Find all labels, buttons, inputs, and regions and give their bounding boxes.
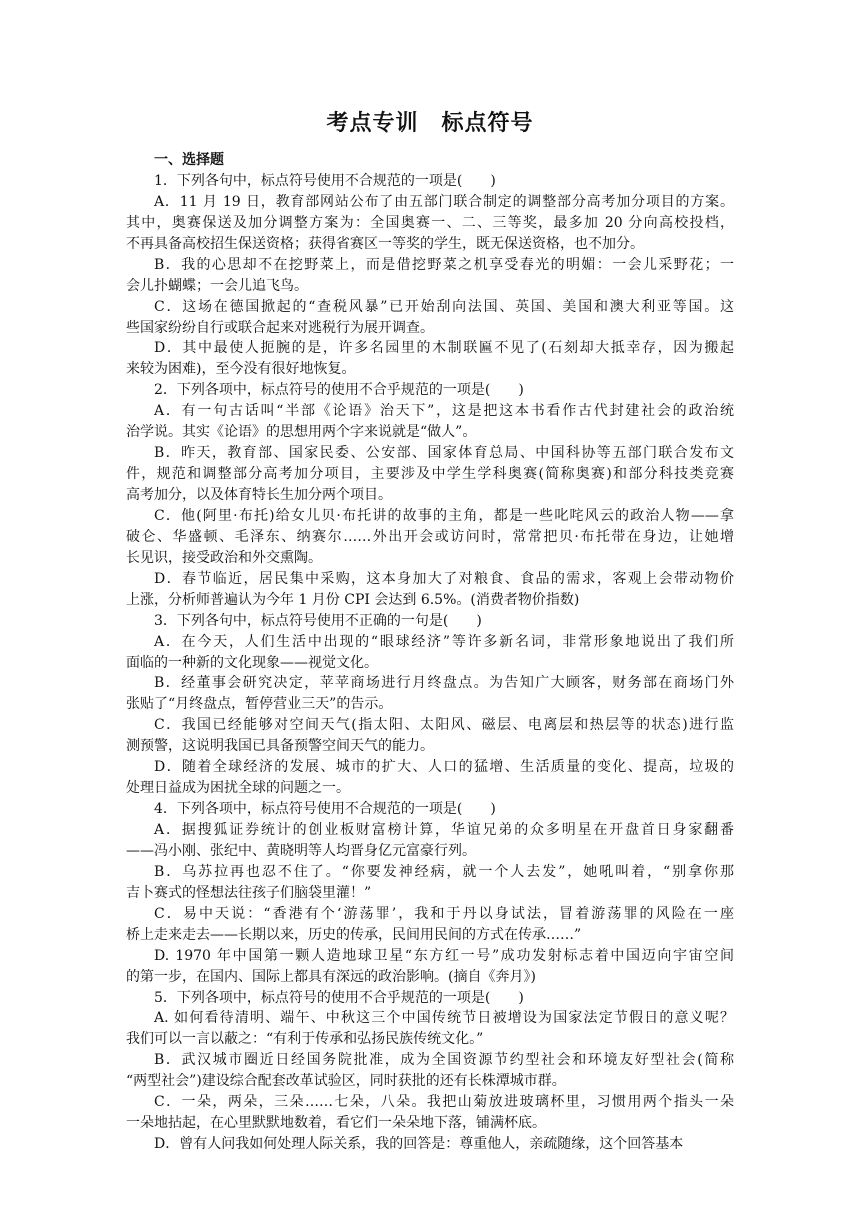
option-text-line: D．其中最使人扼腕的是，许多名园里的木制联匾不见了(石刻却大抵幸存，因为搬起 [154, 340, 734, 357]
option-text-line: A. 如何看待清明、端午、中秋这三个中国传统节日被增设为国家法定节假日的意义呢？ [154, 1010, 734, 1027]
option-text-line: 治学说。其实《论语》的思想用两个字来说就是“做人”。 [126, 424, 477, 441]
answer-option [126, 1134, 734, 1155]
option-text-line: 张贴了“月终盘点，暂停营业三天”的告示。 [126, 696, 393, 713]
answer-option [126, 673, 734, 715]
option-text-line: B．武汉城市圈近日经国务院批准，成为全国资源节约型社会和环境友好型社会(简称 [154, 1052, 734, 1069]
answer-option [126, 1092, 734, 1134]
option-text-line: 长见识，接受政治和外交熏陶。 [126, 549, 322, 566]
answer-option [126, 192, 734, 255]
option-text-line: D. 1970 年中国第一颗人造地球卫星“东方红一号”成功发射标志着中国迈向宇宙空间 [154, 947, 734, 964]
option-text-line: 测预警，这说明我国已具备预警空间天气的能力。 [126, 738, 434, 755]
answer-option [126, 338, 734, 380]
answer-option [126, 506, 734, 569]
option-text-line: 我们可以一言以蔽之：“有利于传承和弘扬民族传统文化。” [126, 1031, 484, 1048]
option-text-line: “两型社会”)建设综合配套改革试验区，同时获批的还有长株潭城市群。 [126, 1073, 566, 1090]
option-text-line: 会儿扑蝴蝶；一会儿追飞鸟。 [126, 277, 308, 294]
option-text-line: 上涨，分析师普遍认为今年 1 月份 CPI 会达到 6.5%。(消费者物价指数) [126, 591, 580, 608]
answer-option [126, 904, 734, 946]
answer-option [126, 820, 734, 862]
option-text-line: D．曾有人问我如何处理人际关系，我的回答是：尊重他人，亲疏随缘，这个回答基本 [154, 1136, 684, 1153]
answer-option [126, 1008, 734, 1050]
option-text-line: 来较为困难)，至今没有很好地恢复。 [126, 361, 356, 378]
option-text-line: C．我国已经能够对空间天气(指太阳、太阳风、磁层、电离层和热层等的状态)进行监 [154, 717, 734, 734]
answer-option [126, 715, 734, 757]
option-text-line: 面临的一种新的文化现象——视觉文化。 [126, 654, 378, 671]
question-stem: 2．下列各项中，标点符号的使用不合乎规范的一项是( ) [154, 382, 524, 399]
question-stem: 5．下列各项中，标点符号的使用不合乎规范的一项是( ) [154, 989, 524, 1006]
option-text-line: 不再具备高校招生保送资格；获得省赛区一等奖的学生，既无保送资格，也不加分。 [126, 235, 644, 252]
answer-option [126, 862, 734, 904]
question-stem: 3．下列各句中，标点符号使用不正确的一句是( ) [154, 612, 482, 629]
answer-option [126, 297, 734, 339]
answer-option [126, 401, 734, 443]
section-heading: 一、选择题 [154, 152, 224, 168]
option-text-line: B．乌苏拉再也忍不住了。“你要发神经病，就一个人去发”，她吼叫着，“别拿你那 [154, 863, 734, 880]
option-text-line: B．我的心思却不在挖野菜上，而是借挖野菜之机享受春光的明媚：一会儿采野花；一 [154, 256, 734, 273]
answer-option [126, 443, 734, 506]
option-text-line: 件，规范和调整部分高考加分项目，主要涉及中学生学科奥赛(简称奥赛)和部分科技类竞赛 [126, 466, 734, 483]
option-text-line: ——冯小刚、张纪中、黄晓明等人均晋身亿元富豪行列。 [126, 842, 476, 859]
answer-option [126, 757, 734, 799]
option-text-line: C．易中天说：“香港有个‘游荡罪’，我和于丹以身试法，冒着游荡罪的风险在一座 [154, 905, 734, 922]
option-text-line: 的第一步，在国内、国际上都具有深远的政治影响。(摘自《奔月》) [126, 968, 536, 985]
answer-option [126, 255, 734, 297]
option-text-line: A．有一句古话叫“半部《论语》治天下”，这是把这本书看作古代封建社会的政治统 [154, 403, 734, 420]
option-text-line: 高考加分，以及体育特长生加分两个项目。 [126, 487, 392, 503]
question-stem: 1．下列各句中，标点符号使用不合规范的一项是( ) [154, 172, 496, 189]
page-title: 考点专训 标点符号 [326, 111, 534, 136]
option-text-line: 处理日益成为困扰全球的问题之一。 [126, 780, 350, 797]
answer-option [126, 632, 734, 674]
option-text-line: A．在今天，人们生活中出现的“眼球经济”等许多新名词，非常形象地说出了我们所 [154, 633, 734, 650]
option-text-line: 桥上走来走去——长期以来，历史的传承，民间用民间的方式在传承……” [126, 926, 582, 943]
answer-option [126, 946, 734, 988]
option-text-line: D．春节临近，居民集中采购，这本身加大了对粮食、食品的需求，客观上会带动物价 [154, 570, 734, 587]
option-text-line: A．据搜狐证券统计的创业板财富榜计算，华谊兄弟的众多明星在开盘首日身家翻番 [154, 822, 734, 838]
option-text-line: D．随着全球经济的发展、城市的扩大、人口的猛增、生活质量的变化、提高，垃圾的 [154, 759, 734, 776]
option-text-line: C．一朵，两朵，三朵……七朵，八朵。我把山菊放进玻璃杯里，习惯用两个指头一朵 [154, 1094, 734, 1111]
option-text-line: A．11 月 19 日，教育部网站公布了由五部门联合制定的调整部分高考加分项目的方案。 [154, 193, 734, 210]
answer-option [126, 1050, 734, 1092]
option-text-line: 吉卜赛式的怪想法往孩子们脑袋里灌！” [126, 884, 372, 901]
answer-option [126, 569, 734, 611]
option-text-line: 一朵地拈起，在心里默默地数着，看它们一朵朵地下落，铺满杯底。 [126, 1115, 546, 1132]
option-text-line: 其中，奥赛保送及加分调整方案为：全国奥赛一、二、三等奖，最多加 20 分向高校投档， [126, 214, 734, 231]
document-body [126, 150, 734, 1155]
option-text-line: C．他(阿里·布托)给女儿贝·布托讲的故事的主角，都是一些叱咤风云的政治人物——拿 [154, 507, 734, 524]
option-text-line: B．昨天，教育部、国家民委、公安部、国家体育总局、中国科协等五部门联合发布文 [154, 445, 734, 462]
option-text-line: 些国家纷纷自行或联合起来对逃税行为展开调查。 [126, 319, 434, 336]
option-text-line: 破仑、华盛顿、毛泽东、纳赛尔……外出开会或访问时，常常把贝·布托带在身边，让她增 [126, 528, 734, 545]
question-stem: 4．下列各项中，标点符号使用不合规范的一项是( ) [154, 801, 496, 818]
option-text-line: C．这场在德国掀起的“查税风暴”已开始刮向法国、英国、美国和澳大利亚等国。这 [154, 298, 734, 315]
option-text-line: B．经董事会研究决定，苹苹商场进行月终盘点。为告知广大顾客，财务部在商场门外 [154, 675, 734, 692]
